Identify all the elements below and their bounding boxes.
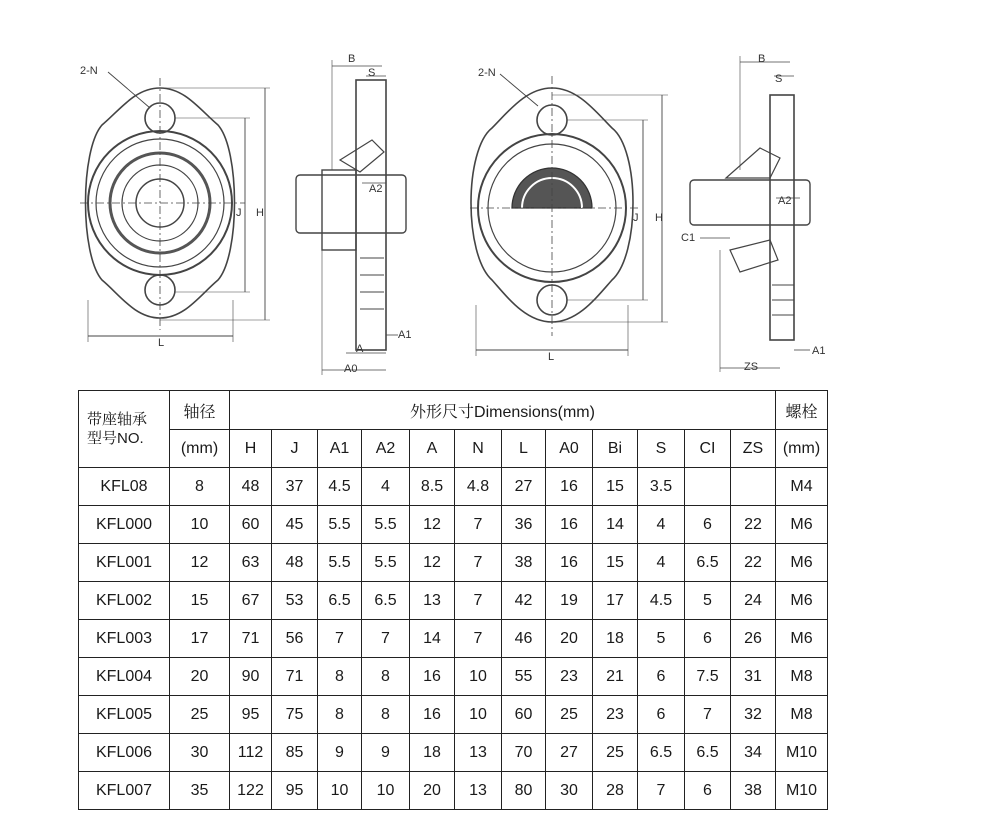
dimension-header: A [410, 430, 455, 468]
table-cell: 32 [731, 696, 776, 734]
header-dimensions: 外形尺寸Dimensions(mm) [230, 391, 776, 430]
model-cell: KFL005 [79, 696, 170, 734]
table-cell: 5.5 [318, 544, 362, 582]
table-cell: 6.5 [685, 544, 731, 582]
table-cell: 85 [272, 734, 318, 772]
table-cell: 16 [410, 658, 455, 696]
label-j-right: J [633, 212, 639, 224]
table-row [79, 544, 828, 582]
table-cell: 30 [546, 772, 593, 810]
table-cell: 22 [731, 544, 776, 582]
table-row [79, 620, 828, 658]
header-model-line2: 型号NO. [87, 430, 144, 447]
table-cell: 15 [593, 468, 638, 506]
table-cell: 18 [410, 734, 455, 772]
table-cell: 7 [638, 772, 685, 810]
table-cell: M10 [776, 734, 828, 772]
table-cell: 25 [170, 696, 230, 734]
table-cell: 27 [502, 468, 546, 506]
table-cell: 8 [170, 468, 230, 506]
table-cell: 48 [272, 544, 318, 582]
table-cell: 7 [685, 696, 731, 734]
table-cell: 24 [731, 582, 776, 620]
table-cell: 38 [731, 772, 776, 810]
dimension-header: L [502, 430, 546, 468]
table-cell: 7.5 [685, 658, 731, 696]
table-row [79, 658, 828, 696]
table-cell: 4.8 [455, 468, 502, 506]
model-cell: KFL004 [79, 658, 170, 696]
table-cell: 48 [230, 468, 272, 506]
table-cell: 6.5 [685, 734, 731, 772]
label-h-right: H [655, 212, 663, 224]
front-view-1 [80, 72, 270, 342]
table-cell: 15 [593, 544, 638, 582]
label-j-left: J [236, 207, 242, 219]
table-cell: 6 [685, 772, 731, 810]
table-cell: 13 [455, 734, 502, 772]
label-2n-left: 2-N [80, 65, 98, 77]
table-cell: M4 [776, 468, 828, 506]
table-cell: 8 [362, 696, 410, 734]
label-a2-right: A2 [778, 195, 792, 207]
table-cell: 27 [546, 734, 593, 772]
dimension-header: N [455, 430, 502, 468]
table-cell: 7 [455, 620, 502, 658]
table-cell: 80 [502, 772, 546, 810]
label-2n-right: 2-N [478, 67, 496, 79]
table-cell: 16 [546, 506, 593, 544]
table-cell: 16 [546, 544, 593, 582]
side-view-2 [690, 56, 810, 372]
table-cell: 17 [593, 582, 638, 620]
table-cell: 10 [170, 506, 230, 544]
table-cell: 7 [318, 620, 362, 658]
header-model [79, 391, 170, 468]
label-a1-left: A1 [398, 329, 412, 341]
table-row [79, 468, 828, 506]
table-cell: 22 [731, 506, 776, 544]
table-cell: 35 [170, 772, 230, 810]
table-cell: 95 [230, 696, 272, 734]
table-cell: 13 [410, 582, 455, 620]
table-cell: 6 [638, 658, 685, 696]
table-cell: 63 [230, 544, 272, 582]
table-cell: 30 [170, 734, 230, 772]
table-cell: 19 [546, 582, 593, 620]
table-row [79, 772, 828, 810]
table-cell [685, 468, 731, 506]
model-cell: KFL000 [79, 506, 170, 544]
table-cell: 56 [272, 620, 318, 658]
model-cell: KFL007 [79, 772, 170, 810]
table-cell: 55 [502, 658, 546, 696]
table-cell: 6 [638, 696, 685, 734]
header-shaft: 轴径 [170, 391, 230, 430]
dimension-header: Bi [593, 430, 638, 468]
table-cell: 38 [502, 544, 546, 582]
table-cell: 45 [272, 506, 318, 544]
unit-bolt: (mm) [776, 430, 828, 468]
table-cell: 6.5 [318, 582, 362, 620]
table-cell: 71 [272, 658, 318, 696]
table-cell: 5.5 [318, 506, 362, 544]
table-cell: 5.5 [362, 506, 410, 544]
label-b-left: B [348, 53, 356, 65]
table-cell: 9 [362, 734, 410, 772]
table-cell: 12 [410, 506, 455, 544]
unit-shaft: (mm) [170, 430, 230, 468]
table-cell: 90 [230, 658, 272, 696]
table-cell: 70 [502, 734, 546, 772]
table-cell: M8 [776, 658, 828, 696]
table-cell: M6 [776, 506, 828, 544]
table-cell: 3.5 [638, 468, 685, 506]
table-cell: M6 [776, 582, 828, 620]
table-cell: 17 [170, 620, 230, 658]
table-cell [731, 468, 776, 506]
table-cell: 26 [731, 620, 776, 658]
table-cell: 10 [455, 658, 502, 696]
table-cell: 6.5 [362, 582, 410, 620]
table-cell: 9 [318, 734, 362, 772]
label-l-left: L [158, 337, 165, 349]
table-cell: 36 [502, 506, 546, 544]
table-cell: 7 [455, 506, 502, 544]
table-cell: 14 [410, 620, 455, 658]
table-cell: 6.5 [638, 734, 685, 772]
table-cell: 20 [410, 772, 455, 810]
table-cell: 5 [685, 582, 731, 620]
table-cell: 60 [230, 506, 272, 544]
table-cell: 71 [230, 620, 272, 658]
table-cell: 21 [593, 658, 638, 696]
table-cell: 67 [230, 582, 272, 620]
model-cell: KFL08 [79, 468, 170, 506]
table-cell: 16 [410, 696, 455, 734]
model-cell: KFL001 [79, 544, 170, 582]
table-row [79, 734, 828, 772]
table-cell: 4 [362, 468, 410, 506]
table-cell: 5 [638, 620, 685, 658]
table-cell: 12 [170, 544, 230, 582]
header-model-line1: 带座轴承 [87, 411, 148, 428]
table-cell: M10 [776, 772, 828, 810]
table-cell: 15 [170, 582, 230, 620]
dimension-header: S [638, 430, 685, 468]
dimension-header: H [230, 430, 272, 468]
table-cell: 23 [593, 696, 638, 734]
label-a-left: A [356, 343, 364, 355]
header-bolt: 螺栓 [776, 391, 828, 430]
table-cell: 53 [272, 582, 318, 620]
table-cell: 8 [362, 658, 410, 696]
table-cell: 20 [170, 658, 230, 696]
table-cell: 4.5 [638, 582, 685, 620]
table-cell: 8.5 [410, 468, 455, 506]
table-cell: 13 [455, 772, 502, 810]
model-cell: KFL006 [79, 734, 170, 772]
table-cell: 75 [272, 696, 318, 734]
table-cell: 16 [546, 468, 593, 506]
label-l-right: L [548, 351, 555, 363]
table-cell: 122 [230, 772, 272, 810]
table-cell: 42 [502, 582, 546, 620]
dimension-header: A0 [546, 430, 593, 468]
table-row [79, 582, 828, 620]
table-cell: 10 [318, 772, 362, 810]
dimension-header: CI [685, 430, 731, 468]
table-cell: 7 [362, 620, 410, 658]
label-a1-right: A1 [812, 345, 826, 357]
dimension-header: A1 [318, 430, 362, 468]
table-cell: 4.5 [318, 468, 362, 506]
table-cell: 37 [272, 468, 318, 506]
table-cell: 7 [455, 582, 502, 620]
table-cell: M8 [776, 696, 828, 734]
table-cell: 4 [638, 544, 685, 582]
table-cell: 10 [362, 772, 410, 810]
table-cell: M6 [776, 620, 828, 658]
label-a0-left: A0 [344, 363, 358, 375]
table-row [79, 506, 828, 544]
table-cell: 14 [593, 506, 638, 544]
table-cell: 12 [410, 544, 455, 582]
specification-table [78, 390, 828, 810]
label-c1-right: C1 [681, 232, 696, 244]
table-row [79, 696, 828, 734]
table-cell: 18 [593, 620, 638, 658]
table-cell: 60 [502, 696, 546, 734]
model-cell: KFL002 [79, 582, 170, 620]
model-cell: KFL003 [79, 620, 170, 658]
table-cell: 7 [455, 544, 502, 582]
table-cell: 25 [593, 734, 638, 772]
table-cell: 95 [272, 772, 318, 810]
technical-drawings [0, 0, 1000, 385]
table-cell: 5.5 [362, 544, 410, 582]
label-a2-left: A2 [369, 183, 383, 195]
table-cell: 28 [593, 772, 638, 810]
dimension-header: A2 [362, 430, 410, 468]
table-cell: M6 [776, 544, 828, 582]
table-cell: 8 [318, 658, 362, 696]
label-s-left: S [368, 67, 376, 79]
table-cell: 25 [546, 696, 593, 734]
dimension-header: J [272, 430, 318, 468]
label-s-right: S [775, 73, 783, 85]
table-cell: 46 [502, 620, 546, 658]
label-b-right: B [758, 53, 766, 65]
label-zs-right: ZS [744, 361, 759, 373]
table-cell: 31 [731, 658, 776, 696]
side-view-1 [296, 60, 406, 375]
dimension-header: ZS [731, 430, 776, 468]
table-cell: 8 [318, 696, 362, 734]
table-cell: 23 [546, 658, 593, 696]
table-cell: 34 [731, 734, 776, 772]
table-cell: 6 [685, 620, 731, 658]
table-cell: 6 [685, 506, 731, 544]
table-cell: 112 [230, 734, 272, 772]
table-cell: 10 [455, 696, 502, 734]
table-cell: 4 [638, 506, 685, 544]
label-h-left: H [256, 207, 264, 219]
table-cell: 20 [546, 620, 593, 658]
